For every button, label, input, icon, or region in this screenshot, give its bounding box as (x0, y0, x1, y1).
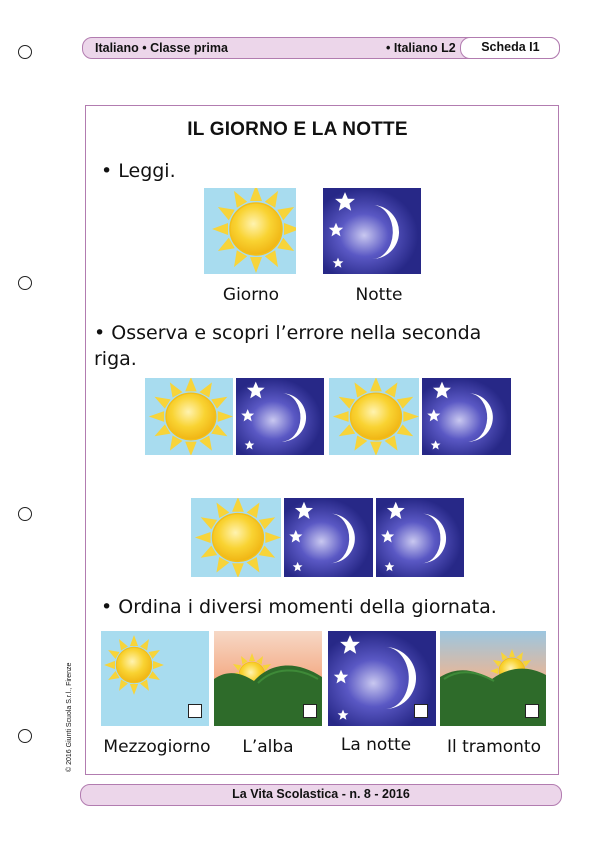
instruction-observe-line2: riga. (94, 348, 137, 370)
label-day: Giorno (222, 285, 280, 305)
moon-icon (422, 378, 511, 455)
label-noon: Mezzogiorno (103, 737, 211, 757)
page-footer: La Vita Scolastica - n. 8 - 2016 (80, 784, 562, 806)
sheet-tab: Scheda I1 (460, 37, 560, 59)
dawn-checkbox[interactable] (303, 704, 317, 718)
night-checkbox[interactable] (414, 704, 428, 718)
sunset-checkbox[interactable] (525, 704, 539, 718)
label-sunset: Il tramonto (446, 737, 541, 757)
sun-icon (329, 378, 419, 455)
moon-icon (323, 188, 421, 274)
sun-icon (191, 498, 281, 577)
page-title: IL GIORNO E LA NOTTE (187, 119, 408, 140)
binder-hole (18, 45, 32, 59)
binder-hole (18, 729, 32, 743)
label-dawn: L’alba (242, 737, 294, 757)
sun-icon (204, 188, 296, 274)
level-label: • Italiano L2 (386, 41, 456, 55)
moon-icon (236, 378, 324, 455)
binder-hole (18, 507, 32, 521)
copyright-notice: © 2016 Giunti Scuola S.r.l., Firenze (66, 662, 73, 772)
instruction-order: • Ordina i diversi momenti della giornata. (101, 596, 497, 618)
label-nighttime: La notte (340, 735, 412, 755)
moon-icon (376, 498, 464, 577)
binder-hole (18, 276, 32, 290)
sun-icon (145, 378, 233, 455)
instruction-observe-line1: • Osserva e scopri l’errore nella seconda (94, 322, 482, 344)
label-night: Notte (355, 285, 403, 305)
subject-label: Italiano • Classe prima (95, 41, 228, 55)
instruction-read: • Leggi. (101, 160, 176, 182)
noon-checkbox[interactable] (188, 704, 202, 718)
moon-icon (284, 498, 373, 577)
page-header (82, 37, 560, 59)
